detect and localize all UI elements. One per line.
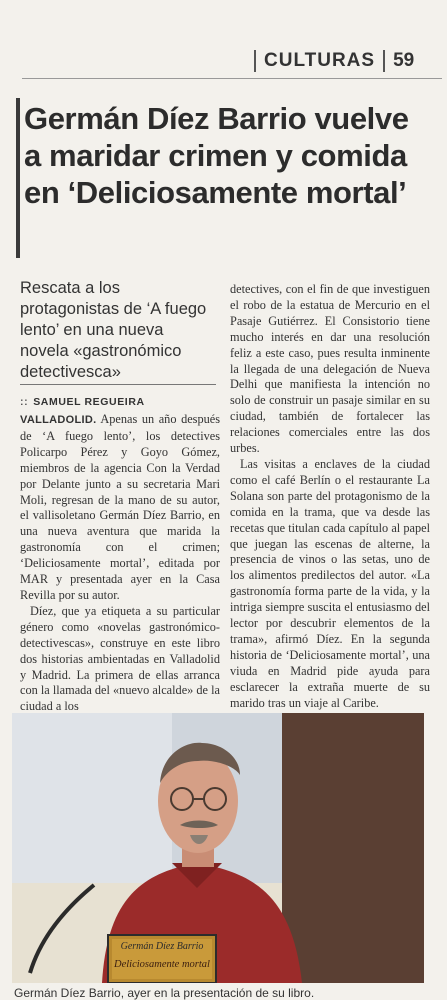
article-column-1 xyxy=(20,412,220,715)
paragraph-1 xyxy=(20,412,220,604)
photo-illustration xyxy=(12,713,424,983)
book-author-label: Germán Díez Barrio xyxy=(120,941,204,952)
article-subhead: Rescata a los protagonistas de ‘A fuego lento’ en una nueva novela «gastronómico detectivesca» xyxy=(20,279,207,381)
author-name: SAMUEL REGUEIRA xyxy=(33,396,145,408)
dateline: VALLADOLID. xyxy=(20,414,97,426)
byline xyxy=(20,396,220,408)
book-title-label: Deliciosamente mortal xyxy=(114,959,210,970)
section-divider xyxy=(254,50,256,72)
paragraph-3: detectives, con el fin de que investiguen el robo de la estatua de Mercurio en el Pasaje Gutiérrez. El Consistorio tiene mucho interés en dar una resolución feliz a este caso, pues resulta inminente la llegada de una delegación de Nueva Delhi que manifiesta la intención no solo de construir un pasaje similar en su ciudad, también de fortalecer las relaciones comerciales entre las dos urbes. xyxy=(230,282,430,456)
subhead-rule xyxy=(20,384,216,385)
paragraph-4: Las visitas a enclaves de la ciudad como el café Berlín o el restaurante La Solana son parte del protagonismo de la comida en la trama, que va desde las recetas que titulan cada capítulo al papel que juegan las escenas de alterne, la presencia de vinos o las setas, uno de los alimentos predilectos del autor. «La gastronomía forma parte de la vida, y la intriga siempre suscita el entusiasmo del lector por descubrir elementos de la trama», afirmó Díez. En la segunda historia de ‘Deliciosamente mortal’, una viuda en Madrid pide ayuda para esclarecer la extraña muerte de su marido tras un viaje al Caribe. xyxy=(230,456,430,710)
article-headline: Germán Díez Barrio vuelve a maridar crimen y comida en ‘Deliciosamente mortal’ xyxy=(24,101,409,210)
section-name: CULTURAS xyxy=(264,50,376,71)
article-column-2 xyxy=(230,282,430,711)
section-header xyxy=(254,48,442,74)
byline-marker: :: xyxy=(20,396,29,408)
paragraph-2: Díez, que ya etiqueta a su particular género como «novelas gastronómico-detectivescas», construye en este libro dos historias ambientadas en Valladolid y Madrid. La primera de ellas arranca con la llamada del «nuevo alcalde» de la ciudad a los xyxy=(20,603,220,714)
header-rule xyxy=(22,78,442,79)
paragraph-1-text: Apenas un año después de ‘A fuego lento’, los detectives Policarpo Pérez y Goyo Gómez, miembros de la agencia Con la Verdad por Delante junto a su secretaria Mari Moli, regresan de la mano de su autor, el vallisoletano Germán Díez Barrio, en una nueva aventura que marida la gastronomía con el crimen; ‘Deliciosamente mortal’, editada por MAR y presentada ayer en la Casa Revilla por su autor. xyxy=(20,412,220,602)
photo-caption: Germán Díez Barrio, ayer en la presentación de su libro. xyxy=(14,986,315,1000)
author-photo xyxy=(12,713,424,983)
page-number: 59 xyxy=(383,50,414,72)
headline-accent-rule xyxy=(16,98,20,258)
